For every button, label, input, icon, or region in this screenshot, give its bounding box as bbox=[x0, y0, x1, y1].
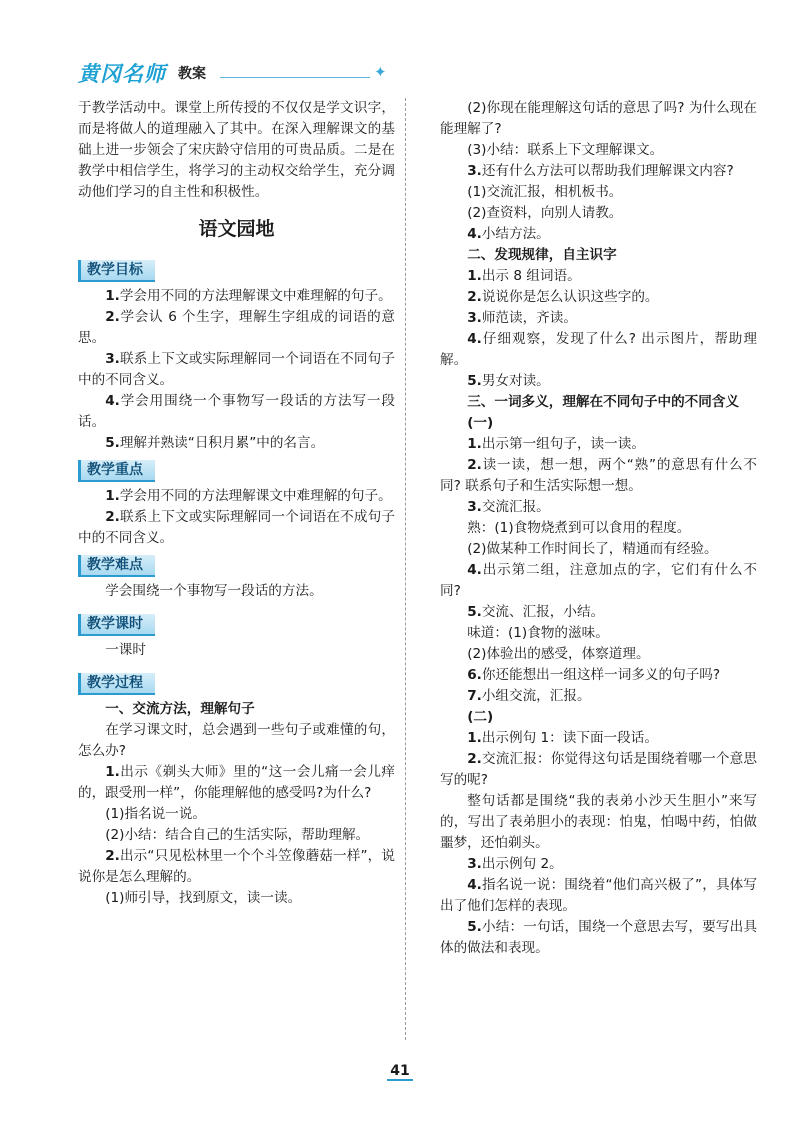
list-item: (2)小结：结合自己的生活实际，帮助理解。 bbox=[105, 827, 370, 843]
list-item: 4.仔细观察，发现了什么? 出示图片，帮助理解。 bbox=[440, 331, 757, 368]
brand-subtitle: 教案 bbox=[178, 66, 206, 82]
list-item: 3.联系上下文或实际理解同一个词语在不同句子中的不同含义。 bbox=[78, 351, 395, 388]
definition: 熟：(1)食物烧煮到可以食用的程度。 bbox=[467, 520, 691, 536]
list-item: 3.交流汇报。 bbox=[467, 499, 550, 515]
list-item: 2.交流汇报：你觉得这句话是围绕着哪一个意思写的呢? bbox=[440, 751, 757, 788]
list-item: (1)师引导，找到原文，读一读。 bbox=[105, 890, 302, 906]
definition: (2)体验出的感受，体察道理。 bbox=[467, 646, 650, 662]
list-item: 1.学会用不同的方法理解课文中难理解的句子。 bbox=[105, 288, 392, 304]
goals-list bbox=[78, 286, 395, 454]
subsection-heading: 二、发现规律，自主识字 bbox=[467, 247, 617, 263]
section-title: 语文园地 bbox=[198, 218, 275, 240]
list-item: (2)查资料，向别人请教。 bbox=[467, 205, 623, 221]
list-item: 2.读一读，想一想，两个“熟”的意思有什么不同? 联系句子和生活实际想一想。 bbox=[440, 457, 757, 494]
list-item: 2.联系上下文或实际理解同一个词语在不成句子中的不同含义。 bbox=[78, 509, 395, 546]
brand-logo: 黄冈名师 bbox=[78, 62, 166, 86]
list-item: (1)指名说一说。 bbox=[105, 806, 207, 822]
paragraph: 整句话都是围绕“我的表弟小沙天生胆小”来写的，写出了表弟胆小的表现：怕鬼，怕喝中药，怕做噩梦，还怕剃头。 bbox=[440, 793, 757, 851]
list-item: 5.理解并熟读“日积月累”中的名言。 bbox=[105, 435, 325, 451]
list-item: 1.学会用不同的方法理解课文中难理解的句子。 bbox=[105, 488, 392, 504]
tag-key-points: 教学重点 bbox=[78, 460, 155, 482]
intro-paragraph: 于教学活动中。课堂上所传授的不仅仅是学文识字，而是将做人的道理融入了其中。在深入理解课文的基础上进一步领会了宋庆龄守信用的可贵品质。二是在教学中相信学生，将学习的主动权交给学生，充分调动他们学习的自主性和积极性。 bbox=[78, 100, 395, 200]
paragraph: 在学习课文时，总会遇到一些句子或难懂的句，怎么办? bbox=[78, 722, 395, 759]
list-item: 4.小结方法。 bbox=[467, 226, 550, 242]
list-item: 6.你还能想出一组这样一词多义的句子吗? bbox=[467, 667, 721, 683]
column-divider bbox=[405, 98, 406, 1040]
subsection-heading: 一、交流方法，理解句子 bbox=[105, 701, 255, 717]
tag-goals: 教学目标 bbox=[78, 260, 155, 282]
definition: (2)做某种工作时间长了，精通而有经验。 bbox=[467, 541, 718, 557]
list-item: 4.出示第二组，注意加点的字，它们有什么不同? bbox=[440, 562, 757, 599]
list-item: 5.小结：一句话，围绕一个意思去写，要写出具体的做法和表现。 bbox=[440, 919, 757, 956]
list-item: 4.指名说一说：围绕着“他们高兴极了”，具体写出了他们怎样的表现。 bbox=[440, 877, 757, 914]
list-item: 3.出示例句 2。 bbox=[467, 856, 563, 872]
header-rule bbox=[220, 77, 370, 78]
list-item: (1)交流汇报，相机板书。 bbox=[467, 184, 623, 200]
list-item: 1.出示 8 组词语。 bbox=[467, 268, 581, 284]
right-column bbox=[440, 98, 757, 959]
left-column bbox=[78, 98, 395, 909]
list-item: (2)你现在能理解这句话的意思了吗? 为什么现在能理解了? bbox=[440, 100, 757, 137]
tag-hours: 教学课时 bbox=[78, 614, 155, 636]
page-header bbox=[78, 58, 408, 88]
list-item: 5.交流、汇报，小结。 bbox=[467, 604, 605, 620]
list-item: 4.学会用围绕一个事物写一段话的方法写一段话。 bbox=[78, 393, 395, 430]
tag-difficulty: 教学难点 bbox=[78, 555, 155, 577]
key-points-list bbox=[78, 486, 395, 549]
part-label: (一) bbox=[467, 415, 494, 431]
list-item: 1.出示第一组句子，读一读。 bbox=[467, 436, 645, 452]
subsection-heading: 三、一词多义，理解在不同句子中的不同含义 bbox=[467, 394, 740, 410]
tag-process: 教学过程 bbox=[78, 673, 155, 695]
list-item: 5.男女对读。 bbox=[467, 373, 550, 389]
page-number: 41 bbox=[0, 1063, 800, 1079]
list-item: 3.师范读，齐读。 bbox=[467, 310, 577, 326]
list-item: (3)小结：联系上下文理解课文。 bbox=[467, 142, 664, 158]
list-item: 1.出示《剃头大师》里的“这一会儿痛一会儿痒的，跟受刑一样”，你能理解他的感受吗?为什么? bbox=[78, 764, 395, 801]
list-item: 1.出示例句 1：读下面一段话。 bbox=[467, 730, 658, 746]
list-item: 7.小组交流，汇报。 bbox=[467, 688, 591, 704]
hours-text: 一课时 bbox=[105, 642, 146, 658]
definition: 味道：(1)食物的滋味。 bbox=[467, 625, 609, 641]
list-item: 3.还有什么方法可以帮助我们理解课文内容? bbox=[467, 163, 734, 179]
list-item: 2.说说你是怎么认识这些字的。 bbox=[467, 289, 659, 305]
difficulty-text: 学会围绕一个事物写一段话的方法。 bbox=[105, 583, 323, 599]
list-item: 2.出示“只见松林里一个个斗笠像蘑菇一样”，说说你是怎么理解的。 bbox=[78, 848, 395, 885]
sparkle-icon: ✦ bbox=[374, 63, 387, 81]
list-item: 2.学会认 6 个生字，理解生字组成的词语的意思。 bbox=[78, 309, 395, 346]
part-label: (二) bbox=[467, 709, 494, 725]
